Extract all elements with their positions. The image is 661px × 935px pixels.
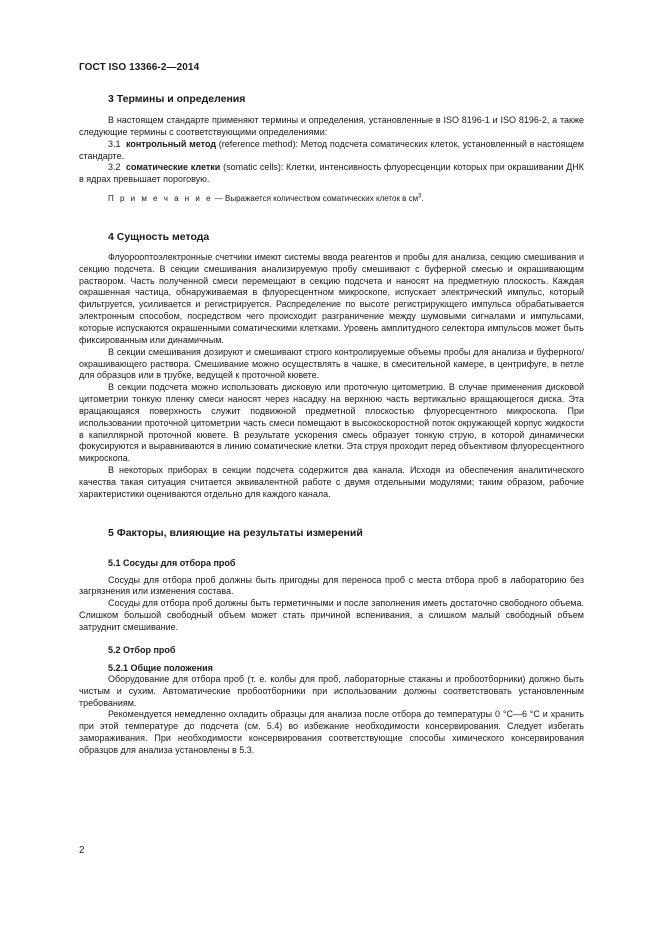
definition-3-2 <box>79 162 584 186</box>
note-end: . <box>421 194 424 204</box>
document-body <box>79 89 584 757</box>
definition-3-2-text: (somatic cells): Клетки, интенсивность флуоресценции которых при окрашивании ДНК в ядрах превышает пороговую. <box>79 162 584 185</box>
note-text: — Выражается количеством соматических клеток в см <box>212 194 419 204</box>
section-3-title: 3 Термины и определения <box>108 93 246 105</box>
note <box>79 193 584 205</box>
section-5-1-paragraph-2: Сосуды для отбора проб должны быть герметичными и после заполнения иметь достаточно свободного объема. Слишком большой свободный объем может стать причиной вспенивания, а слишком малый свободный объем затруднит смешивание. <box>79 598 584 632</box>
definition-3-1-number: 3.1 <box>108 138 121 149</box>
section-4-paragraph-4: В некоторых приборах в секции подсчета содержится два канала. Исходя из обеспечения аналитического качества такая ситуация считается эквивалентной работе с двумя отдельными модулями; таким образом, рабочие характеристики оцениваются отдельно для каждого канала. <box>79 465 584 499</box>
definition-3-2-term: соматические клетки <box>126 162 221 173</box>
document-header: ГОСТ ISO 13366-2—2014 <box>79 62 200 73</box>
definition-3-1 <box>79 139 584 163</box>
definition-3-1-text: (reference method): Метод подсчета соматических клеток, установленный в настоящем стандарте. <box>79 138 584 161</box>
section-4-paragraph-2: В секции смешивания дозируют и смешивают строго контролируемые объемы пробы для анализа и буферного/окрашивающего раствора. Смешивание можно осуществлять в чашке, в смесительной камере, в центрифуге, в петле для образцов или в трубке, ведущей к проточной кювете. <box>79 346 584 381</box>
definition-3-1-term: контрольный метод <box>125 138 217 149</box>
page-number: 2 <box>79 845 85 856</box>
section-4-paragraph-1: Флуорооптоэлектронные счетчики имеют системы ввода реагентов и пробы для анализа, секцию смешивания и секцию подсчета. В секции смешивания анализируемую пробу смешивают с буферной смесью и окрашивающим раствором. Часть полученной смеси перемещают в секцию подсчета и наносят на предметную плоскость. Каждая окрашенная частица, обнаруживаемая в флуоресцентном микроскопе, испускает электрический импульс, который фильтруется, усиливается и регистрируется. Распределение по высоте регистрирующего импульса обрабатывается электронным способом, посредством чего происходит разграничение между шумовыми сигналами и импульсами, которые испускаются окрашенными соматическими клетками. Уровень амплитудного селектора импульсов может быть фиксированным или динамичным. <box>79 251 584 345</box>
section-5-title: 5 Факторы, влияющие на результаты измерений <box>108 526 363 539</box>
section-5-2-1-title: 5.2.1 Общие положения <box>108 662 213 673</box>
note-superscript: 3 <box>418 193 422 200</box>
section-4-title: 4 Сущность метода <box>108 230 210 243</box>
section-5-2-title: 5.2 Отбор проб <box>108 644 176 655</box>
section-3-intro: В настоящем стандарте применяют термины и определения, установленные в ISO 8196-1 и ISO 8196-2, а также следующие термины с соответствующими определениями: <box>79 115 584 137</box>
section-5-1-paragraph-1: Сосуды для отбора проб должны быть пригодны для переноса проб с места отбора проб в лабораторию без загрязнения или изменения состава. <box>79 574 584 597</box>
section-5-1-title: 5.1 Сосуды для отбора проб <box>108 557 236 568</box>
section-5-2-1-paragraph-1: Оборудование для отбора проб (т. е. колбы для проб, лабораторные стаканы и пробоотборники) должно быть чистым и сухим. Автоматические пробоотборники при использовании должны соответствовать установленным требованиям. <box>79 673 584 708</box>
section-5-2-1-paragraph-2: Рекомендуется немедленно охладить образцы для анализа после отбора до температуры 0 °С—6 °С и хранить при этой температуре до подсчета (см. 5.4) во избежание необходимости консервирования. Следует избегать замораживания. При необходимости консервирования соответствующие способы химического консервирования образцов для анализа установлены в 5.3. <box>79 709 584 755</box>
note-label: П р и м е ч а н и е <box>108 194 213 204</box>
definition-3-2-number: 3.2 <box>108 162 121 173</box>
section-4-paragraph-3: В секции подсчета можно использовать дисковую или проточную цитометрию. В случае применения дисковой цитометрии тонкую пленку смеси наносят через насадку на верхнюю часть вертикально вращающегося диска. Эта вращающаяся поверхность служит подвижной предметной плоскостью флуоресцентного микроскопа. При использовании проточной цитометрии часть смеси помещают в высокоскоростной поток окружающей корпус жидкости в капиллярной проточной кювете. В результате ускорения смесь образует тонкую струю, в которой динамически фокусируются и выравниваются в линию соматические клетки. Эта струя проходит перед объективом флуоресцентного микроскопа. <box>79 382 584 464</box>
